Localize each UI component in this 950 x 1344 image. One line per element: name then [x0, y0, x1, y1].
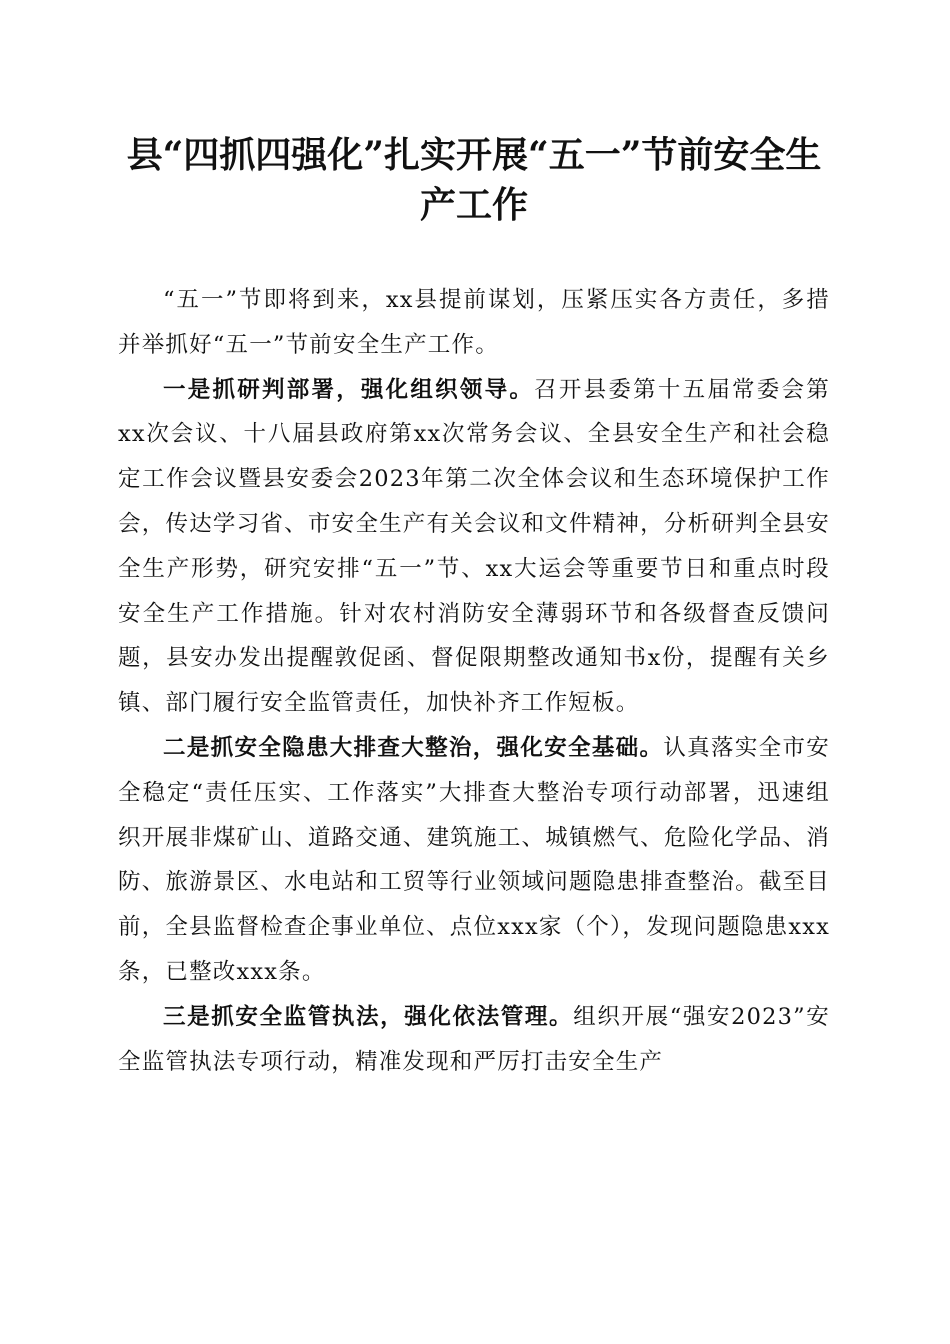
document-title: 县“四抓四强化”扎实开展“五一”节前安全生产工作 — [126, 134, 822, 226]
section-lead-1: 一是抓研判部署，强化组织领导。 — [163, 376, 535, 403]
section-body-2: 认真落实全市安全稳定“责任压实、工作落实”大排查大整治专项行动部署，迅速组织开展非煤矿山、道路交通、建筑施工、城镇燃气、危险化学品、消防、旅游景区、水电站和工贸等行业领域问题隐患排查整治。截至目前，全县监督检查企事业单位、点位xxx家（个），发现问题隐患xxx条，已整改xxx条。 — [118, 734, 830, 985]
section-body-1: 召开县委第十五届常委会第xx次会议、十八届县政府第xx次常务会议、全县安全生产和社会稳定工作会议暨县安委会2023年第二次全体会议和生态环境保护工作会，传达学习省、市安全生产有关会议和文件精神，分析研判全县安全生产形势，研究安排“五一”节、xx大运会等重要节日和重点时段安全生产工作措施。针对农村消防安全薄弱环节和各级督查反馈问题，县安办发出提醒敦促函、督促限期整改通知书x份，提醒有关乡镇、部门履行安全监管责任，加快补齐工作短板。 — [118, 376, 830, 717]
intro-paragraph: “五一”节即将到来，xx县提前谋划，压紧压实各方责任，多措并举抓好“五一”节前安全生产工作。 — [118, 287, 830, 358]
section-paragraph-3 — [118, 995, 830, 1085]
section-lead-3: 三是抓安全监管执法，强化依法管理。 — [163, 1003, 574, 1030]
section-paragraph-1 — [118, 368, 830, 726]
document-page — [118, 130, 830, 1084]
section-paragraph-2 — [118, 726, 830, 995]
section-lead-2: 二是抓安全隐患大排查大整治，强化安全基础。 — [163, 734, 664, 761]
section-body-3: 组织开展“强安2023”安全监管执法专项行动，精准发现和严厉打击安全生产 — [118, 1003, 830, 1075]
